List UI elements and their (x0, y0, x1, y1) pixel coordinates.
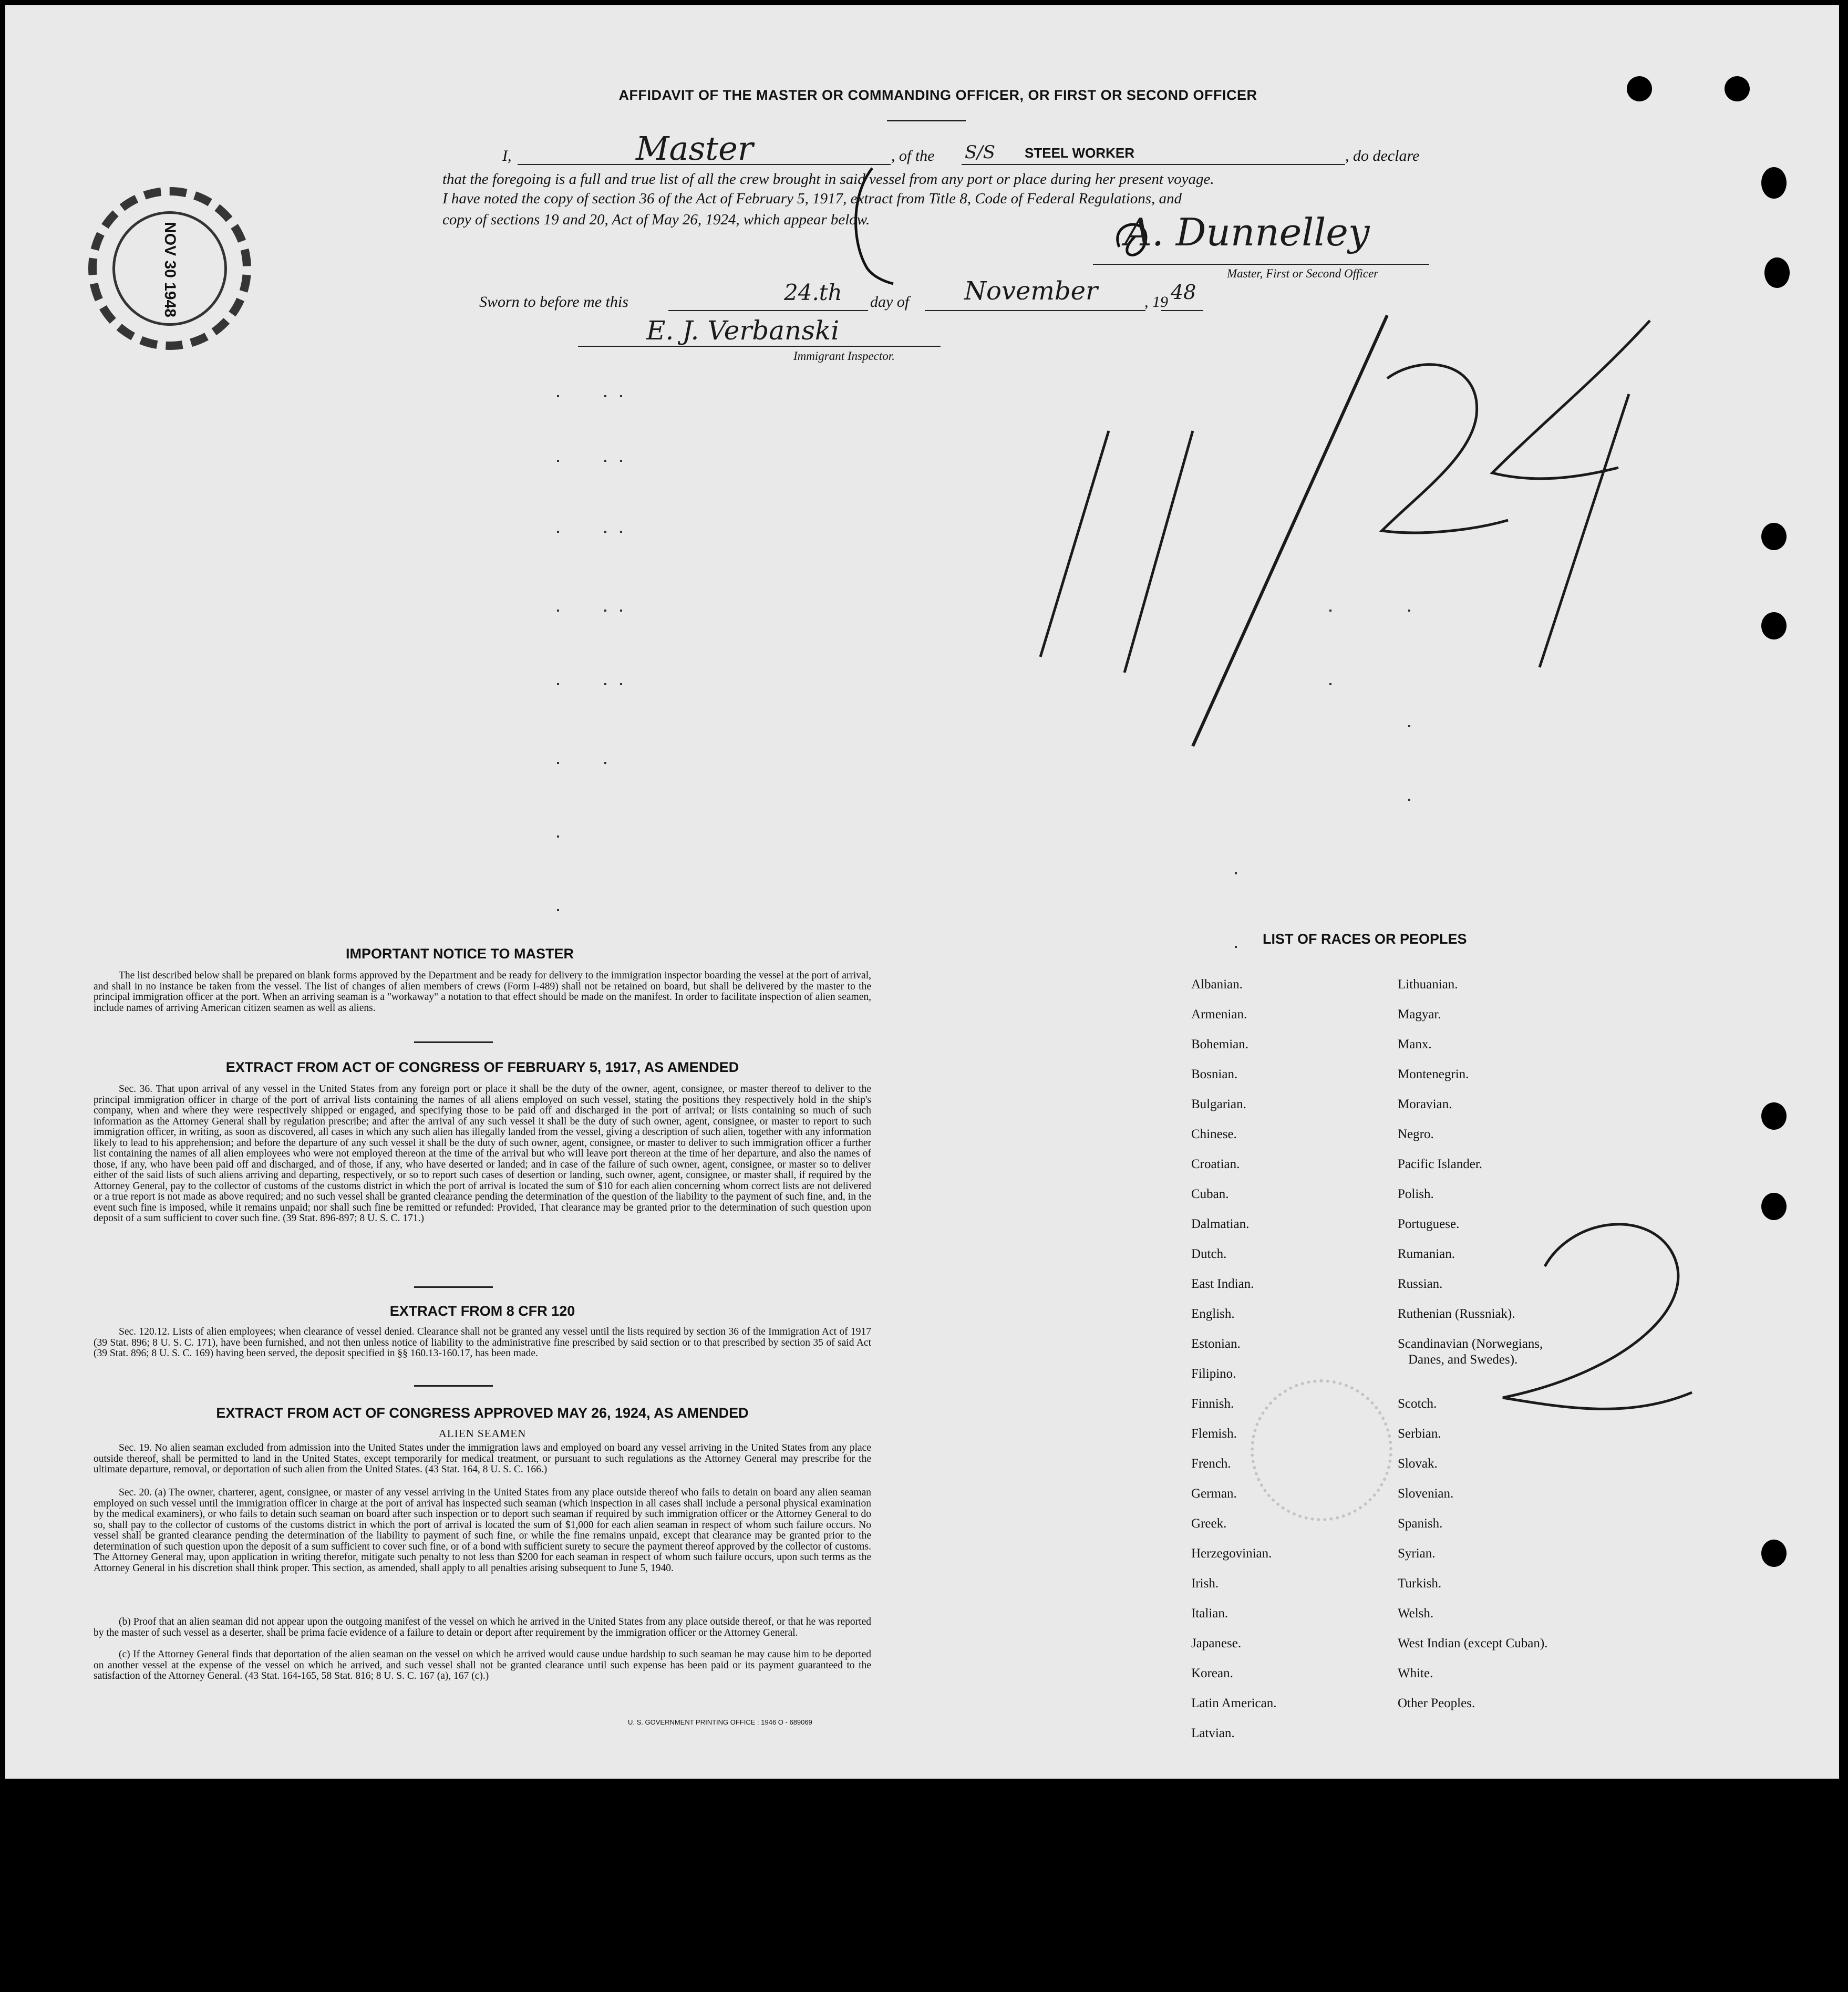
title-underline (887, 120, 966, 121)
column-dot (604, 531, 606, 533)
punch-hole (1764, 257, 1790, 288)
race-item: Lithuanian. (1398, 977, 1458, 992)
race-item: Dalmatian. (1191, 1217, 1250, 1231)
inspector-signature: E. J. Verbanski (646, 315, 840, 346)
race-item: Ruthenian (Russniak). (1398, 1307, 1515, 1321)
handwritten-ss: S/S (965, 142, 996, 163)
race-item: White. (1398, 1666, 1433, 1680)
column-dot (557, 909, 559, 911)
sworn-label: Sworn to before me this (479, 293, 628, 311)
race-item: Welsh. (1398, 1606, 1434, 1621)
column-dot (604, 395, 606, 397)
column-dot (1329, 610, 1331, 612)
affidavit-of-the-label: , of the (891, 147, 935, 164)
handwritten-day: 24.th (784, 280, 842, 305)
race-item: Scandinavian (Norwegians, (1398, 1337, 1543, 1351)
affidavit-i-label: I, (502, 147, 512, 164)
race-item: Montenegrin. (1398, 1067, 1469, 1081)
race-item: Finnish. (1191, 1397, 1234, 1411)
race-item: Slovenian. (1398, 1487, 1454, 1501)
column-dot (1408, 610, 1410, 612)
race-item: Japanese. (1191, 1636, 1242, 1650)
race-item: Serbian. (1398, 1427, 1441, 1441)
column-dot (1235, 872, 1237, 874)
column-dot (557, 762, 559, 764)
race-item: Syrian. (1398, 1546, 1436, 1561)
race-item: Albanian. (1191, 977, 1243, 992)
master-caption: Master, First or Second Officer (1227, 267, 1379, 280)
column-dot (557, 683, 559, 685)
column-dot (557, 531, 559, 533)
vessel-line (962, 164, 1345, 165)
race-item: Flemish. (1191, 1427, 1237, 1441)
day-line (668, 310, 868, 311)
column-dot (1329, 683, 1331, 685)
handwritten-master: Master (636, 129, 753, 168)
race-item: West Indian (except Cuban). (1398, 1636, 1548, 1650)
handwritten-page-number (0, 0, 1, 1)
race-item: Magyar. (1398, 1007, 1441, 1021)
handwritten-date-mark (1019, 310, 1702, 783)
race-item: Pacific Islander. (1398, 1157, 1483, 1171)
race-item: Other Peoples. (1398, 1696, 1475, 1710)
punch-hole (1761, 1193, 1787, 1220)
race-item: Slovak. (1398, 1457, 1438, 1471)
punch-hole (1761, 1102, 1787, 1130)
race-item: Cuban. (1191, 1187, 1229, 1201)
year-prefix: , 19 (1144, 293, 1168, 311)
master-signature-line (1093, 264, 1429, 265)
column-dot (557, 395, 559, 397)
column-dot (1408, 725, 1410, 727)
inspector-caption: Immigrant Inspector. (793, 349, 895, 363)
column-dot (557, 835, 559, 838)
column-dot (620, 395, 622, 397)
printing-office-imprint: U. S. GOVERNMENT PRINTING OFFICE : 1946 O - 689069 (628, 1718, 812, 1726)
race-item: Bulgarian. (1191, 1097, 1246, 1111)
extract-1924-subheading: ALIEN SEAMEN (438, 1427, 526, 1440)
race-item: Moravian. (1398, 1097, 1452, 1111)
column-dot (604, 683, 606, 685)
race-item: Negro. (1398, 1127, 1434, 1141)
race-item: French. (1191, 1457, 1231, 1471)
handwritten-year: 48 (1171, 281, 1196, 304)
column-dot (620, 683, 622, 685)
race-item: Irish. (1191, 1576, 1219, 1591)
notice-body: The list described below shall be prepared on blank forms approved by the Department and be ready for delivery to the immigration inspector boarding the vessel at the port of arrival, and shall in no instance be taken from the vessel. The list of changes of alien members of crews (Form I-489) shall not be retained on board, but shall be delivered by the master to the principal immigration officer at the port. When an arriving seaman is a "workaway" a notation to that effect should be made on the manifest. In order to facilitate inspection of alien seamen, include names of arriving American citizen seamen as well as aliens. (94, 970, 871, 1014)
race-item: Scotch. (1398, 1397, 1437, 1411)
race-item: Chinese. (1191, 1127, 1237, 1141)
affidavit-line-3: I have noted the copy of section 36 of the Act of February 5, 1917, extract from Title 8, Code of Federal Regulations, and (442, 190, 1182, 207)
affidavit-line-2: that the foregoing is a full and true list of all the crew brought in said vessel from any port or place during her present voyage. (442, 171, 1214, 188)
race-item: Herzegovinian. (1191, 1546, 1272, 1561)
affidavit-title: AFFIDAVIT OF THE MASTER OR COMMANDING OFFICER, OR FIRST OR SECOND OFFICER (618, 87, 1257, 103)
punch-hole (1761, 612, 1787, 639)
race-item: Korean. (1191, 1666, 1233, 1680)
day-of-label: day of (870, 293, 910, 311)
race-item: Croatian. (1191, 1157, 1240, 1171)
column-dot (604, 762, 606, 764)
section-divider (414, 1385, 493, 1387)
race-item: Italian. (1191, 1606, 1228, 1621)
inspector-signature-line (578, 346, 941, 347)
race-item: Bohemian. (1191, 1037, 1249, 1051)
section-19-text: Sec. 19. No alien seaman excluded from admission into the United States under the immigration laws and employed on board any vessel arriving in the United States from any place outside thereof, shall be permitted to land in the United States, except temporarily for medical treatment, or pursuant to such regulations as the Attorney General may prescribe for the ultimate departure, removal, or deportation of such alien from the United States. (43 Stat. 164, 8 U. S. C. 166.) (94, 1442, 871, 1475)
race-item: Estonian. (1191, 1337, 1241, 1351)
master-signature: A. Dunnelley (1124, 210, 1370, 254)
extract-cfr-body: Sec. 120.12. Lists of alien employees; when clearance of vessel denied. Clearance shall not be granted any vessel until the lists required by section 36 of the Immigration Act of 1917 (39 Stat. 896; 8 U. S. C. 171), have been furnished, and not then unless notice of liability to the administrative fine prescribed by said section or to that prescribed by section 35 of said Act (39 Stat. 896; 8 U. S. C. 169) having been served, the deposit specified in §§ 160.13-160.17, has been made. (94, 1326, 871, 1359)
affidavit-line-4: copy of sections 19 and 20, Act of May 26, 1924, which appear below. (442, 211, 870, 228)
punch-hole (1761, 1540, 1787, 1567)
section-divider (414, 1286, 493, 1288)
race-item: Dutch. (1191, 1247, 1227, 1261)
faint-seal (1251, 1379, 1392, 1521)
race-item: Portuguese. (1398, 1217, 1460, 1231)
handwritten-month: November (964, 276, 1098, 306)
column-dot (604, 610, 606, 612)
extract-1917-body: Sec. 36. That upon arrival of any vessel in the United States from any foreign port or place it shall be the duty of the owner, agent, consignee, or master thereof to deliver to the principal immigration officer in charge of the port of arrival lists containing the names of all aliens employed on such vessel, stating the positions they respectively hold in the ship's company, when and where they were respectively shipped or engaged, and specifying those to be paid off and discharged in the port of arrival; or lists containing so much of such information as the Attorney General shall by regulation prescribe; and after the arrival of any such vessel it shall be the duty of such owner, agent, consignee, or master to report to such immigration officer, in writing, as soon as discovered, all cases in which any such alien has illegally landed from the vessel, giving a description of such alien, together with any information likely to lead to his apprehension; and before the departure of any such vessel it shall be the duty of such owner, agent, consignee, or master to deliver to such immigration officer a further list containing the names of all alien employees who were not employed thereon at the time of the arrival but who will leave port thereon at the time of her departure, and also the names of those, if any, who have been paid off and discharged, and of those, if any, who have deserted or landed; and in case of the failure of such owner, agent, consignee, or master so to deliver either of the said lists of such aliens arriving and departing, respectively, or so to report such cases of desertion or landing, such owner, agent, consignee, or master shall, if required by the Attorney General, pay to the collector of customs of the customs district in which the port of arrival is located the sum of $10 for each alien concerning whom correct lists are not delivered or a true report is not made as above required; and no such vessel shall be granted clearance pending the determination of the question of the liability to the payment of such fine, and, in the event such fine is imposed, while it remains unpaid; nor shall such fine be remitted or refunded: Provided, That clearance may be granted prior to the determination of such question upon deposit of a sum sufficient to cover such fine. (39 Stat. 896-897; 8 U. S. C. 171.) (94, 1083, 871, 1224)
race-item: Spanish. (1398, 1516, 1443, 1531)
punch-hole (1761, 523, 1787, 550)
handwritten-bracket-mark (841, 163, 904, 289)
extract-cfr-heading: EXTRACT FROM 8 CFR 120 (389, 1303, 575, 1319)
section-divider (414, 1041, 493, 1043)
race-item: Bosnian. (1191, 1067, 1238, 1081)
race-item: East Indian. (1191, 1277, 1254, 1291)
column-dot (620, 460, 622, 462)
races-heading: LIST OF RACES OR PEOPLES (1263, 931, 1467, 947)
section-20b-text: (b) Proof that an alien seaman did not appear upon the outgoing manifest of the vessel on which he arrived in the United States from any place outside thereof, or that he was reported by the master of such vessel as a deserter, shall be prima facie evidence of a failure to detain or deport after requirement by the immigration officer or the Attorney General. (94, 1616, 871, 1638)
race-item: Latvian. (1191, 1726, 1235, 1740)
punch-hole (1761, 167, 1787, 199)
race-item: Turkish. (1398, 1576, 1442, 1591)
extract-1924-heading: EXTRACT FROM ACT OF CONGRESS APPROVED MAY 26, 1924, AS AMENDED (216, 1405, 749, 1421)
race-item: Filipino. (1191, 1367, 1236, 1381)
race-item: Rumanian. (1398, 1247, 1455, 1261)
notice-heading: IMPORTANT NOTICE TO MASTER (346, 946, 574, 962)
affidavit-do-declare: , do declare (1345, 147, 1420, 164)
race-item: Polish. (1398, 1187, 1434, 1201)
column-dot (604, 460, 606, 462)
punch-hole (1627, 76, 1652, 101)
race-item: Greek. (1191, 1516, 1227, 1531)
race-item: Danes, and Swedes). (1408, 1353, 1518, 1367)
column-dot (557, 460, 559, 462)
ship-name: STEEL WORKER (1025, 145, 1134, 161)
column-dot (620, 610, 622, 612)
race-item: English. (1191, 1307, 1235, 1321)
stamp-date: NOV 30 1948 (161, 222, 179, 317)
race-item: Manx. (1398, 1037, 1432, 1051)
column-dot (1408, 799, 1410, 801)
race-item: Armenian. (1191, 1007, 1247, 1021)
section-20c-text: (c) If the Attorney General finds that deportation of the alien seaman on the vessel on which he arrived would cause undue hardship to such seaman he may cause him to be deported on another vessel at the expense of the vessel on which he arrived, and such vessel shall not be granted clearance until such expense has been paid or its payment guaranteed to the satisfaction of the Attorney General. (43 Stat. 164-165, 58 Stat. 816; 8 U. S. C. 167 (a), 167 (c).) (94, 1649, 871, 1681)
extract-1917-heading: EXTRACT FROM ACT OF CONGRESS OF FEBRUARY 5, 1917, AS AMENDED (225, 1059, 739, 1075)
race-item: Latin American. (1191, 1696, 1277, 1710)
race-item: Russian. (1398, 1277, 1443, 1291)
section-20a-text: Sec. 20. (a) The owner, charterer, agent, consignee, or master of any vessel arriving in the United States from any place outside thereof who fails to detain on board any alien seaman employed on such vessel until the immigration officer in charge at the port of arrival has inspected such seaman (which inspection in all cases shall include a personal physical examination by the medical examiners), or who fails to detain such seaman on board after such inspection or to deport such seaman if required by such immigration officer or the Attorney General to do so, shall pay to the collector of customs of the customs district in which the port of arrival is located the sum of $1,000 for each alien seaman in respect of whom such failure occurs. No vessel shall be granted clearance pending the determination of the liability to payment of such fine, or while the fine remains unpaid, except that clearance may be granted prior to the determination of such question upon the deposit of a sum sufficient to cover such fine, or of a bond with sufficient surety to secure the payment thereof approved by the collector of customs. The Attorney General may, upon application in writing therefor, mitigate such penalty to not less than $200 for each seaman in respect of whom such failure occurs, upon such terms as the Attorney General in his discretion shall think proper. This section, as amended, shall apply to all penalties arising subsequent to June 5, 1940. (94, 1487, 871, 1574)
punch-hole (1725, 76, 1750, 101)
column-dot (620, 531, 622, 533)
column-dot (557, 610, 559, 612)
race-item: German. (1191, 1487, 1237, 1501)
column-dot (1235, 946, 1237, 948)
